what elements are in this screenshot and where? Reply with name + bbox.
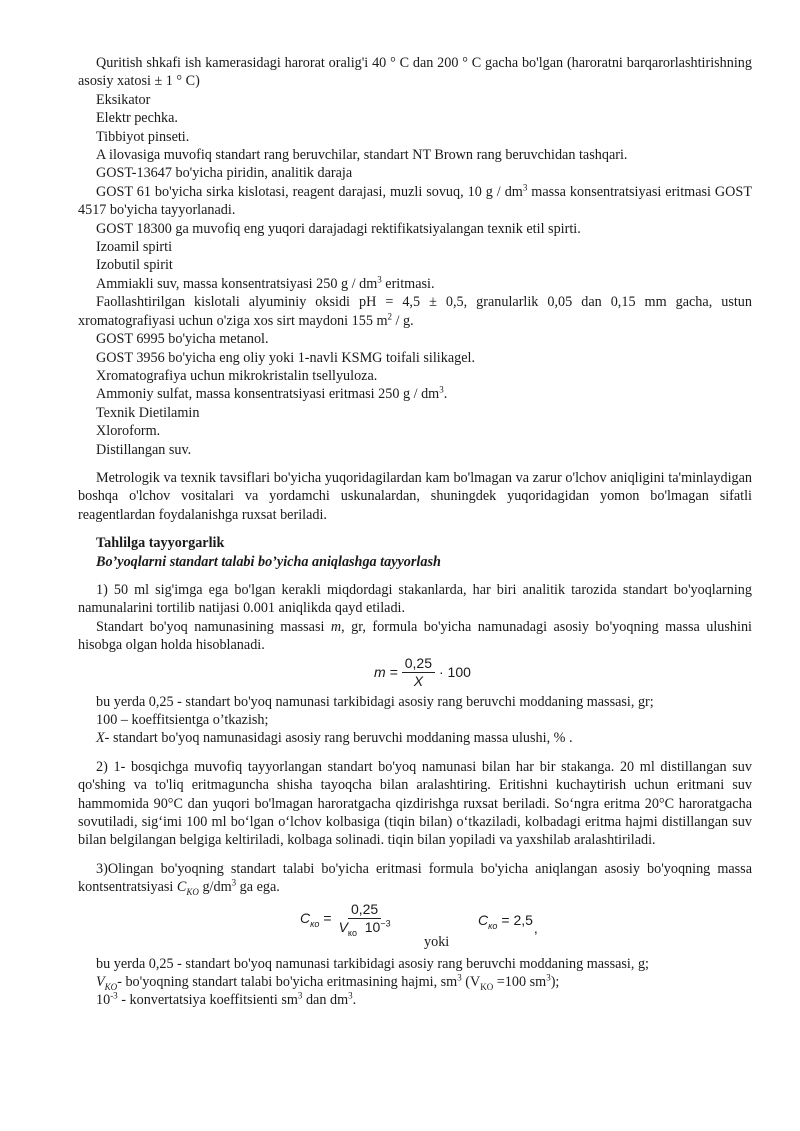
formula-numerator: 0,25 — [402, 655, 435, 673]
list-item: Izobutil spirit — [96, 257, 173, 274]
formula-rhs: · 100 — [438, 663, 471, 680]
list-item: Xloroform. — [96, 423, 161, 440]
formula-or: yoki — [424, 933, 450, 950]
formula-numerator: 0,25 — [348, 901, 381, 919]
list-item: Distillangan suv. — [96, 441, 192, 458]
where-line: $10^{-3}$ - konvertatsiya koeffitsienti $sm^3$ dan $dm^3$. — [96, 990, 357, 1009]
list-item-ammonium-sulfate: Ammoniy sulfat, massa konsentratsiyasi eritmasi 250 g / $dm^3$. — [96, 384, 448, 403]
list-item: Xromatografiya uchun mikrokristalin tsellyuloza. — [96, 367, 378, 384]
formula-denominator: $V_{ко}$ $10^{-3}$ — [338, 918, 391, 938]
formula-concentration — [78, 897, 752, 955]
formula-lhs: $C_{ко}$ — [300, 909, 320, 929]
list-item: Texnik Dietilamin — [96, 404, 200, 421]
step1-paragraph: 1) 50 ml sig'imga ega bo'lgan kerakli miqdordagi stakanlarda, har biri analitik tarozida standart bo'yoqlarning namunalarini tortilib natijasi 0.001 aniqlikda qayd etiladi. — [78, 581, 752, 617]
equipment-drying-oven: Quritish shkafi ish kamerasidagi harorat oralig'i 40 ° C dan 200 ° C gacha bo'lgan (haroratni barqarorlashtirishning asosiy xatosi ± 1 ° C) — [78, 55, 752, 90]
step3-paragraph: 3)Olingan bo'yoqning standart talabi bo'yicha eritmasi formula bo'yicha aniqlangan asosiy bo'yoqning massa kontsentratsiyasi $C_{KO}$ $g/dm^3$ ga ega. — [78, 860, 752, 898]
list-item: GOST 18300 ga muvofiq eng yuqori darajadagi rektifikatsiyalangan texnik etil spirti. — [96, 220, 581, 237]
list-item: GOST-13647 bo'yicha piridin, analitik daraja — [96, 165, 353, 182]
list-item: GOST 6995 bo'yicha metanol. — [96, 331, 269, 348]
formula-mass — [78, 655, 752, 693]
where-line: X- standart bo'yoq namunasidagi asosiy rang beruvchi moddaning massa ulushi, % . — [96, 730, 573, 747]
list-item-ammonia: Ammiakli suv, massa konsentratsiyasi 250 g / $dm^3$ eritmasi. — [96, 274, 435, 292]
where-line: $V_{KO}-$ bo'yoqning standart talabi bo'yicha eritmasining hajmi, $sm^3$ ($V_{KO} =100$ $sm^3$); — [96, 972, 560, 992]
step1-mass-paragraph: Standart bo'yoq namunasining massasi m, gr, formula bo'yicha namunadagi asosiy bo'yoqning massa ulushini hisobga olgan holda hisoblanadi. — [78, 618, 752, 654]
metrology-paragraph: Metrologik va texnik tavsiflari bo'yicha yuqoridagilardan kam bo'lmagan va zarur o'lchov aniqligini ta'minlaydigan boshqa o'lchov vositalari va yordamchi uskunalardan, shuningdek yuqoridagidan yomon bo'lmagan sifatli reagentlardan foydalanishga ruxsat beriladi. — [78, 469, 752, 523]
document-page — [78, 54, 752, 1010]
where-line: 100 – koeffitsientga o’tkazish; — [96, 712, 269, 728]
step2-paragraph: 2) 1- bosqichga muvofiq tayyorlangan standart bo'yoq namunasi bilan har bir stakanga. 20 ml distillangan suv qo'shing va to'liq eritmaguncha shisha tayoqcha bilan aralashtiring. Eritishni kuchaytirish uchun eritmani suv hammomida 90°C dan yuqori bo'lmagan haroratgacha qizdirishga ruxsat beriladi. So‘ngra eritma 20°C haroratgacha sovutiladi, sig‘imi 100 ml bo‘lgan o‘lchov kolbasiga (tiqin bilan) o‘tkaziladi, kolbadagi eritma hajmi distillangan suv bilan belgilangan belgiga keltiriladi, kolbaga solinadi. tiqin bilan yopiladi va yaxshilab aralashtiriladi. — [78, 758, 752, 849]
formula-equals: = — [323, 909, 332, 926]
list-item-acetic-acid: GOST 61 bo'yicha sirka kislotasi, reagent darajasi, muzli sovuq, 10 g / $dm^3$ massa konsentratsiyasi eritmasi GOST 4517 bo'yicha tayyorlanadi. — [78, 182, 752, 219]
formula-denominator: X — [413, 672, 424, 689]
list-item: Elektr pechka. — [96, 110, 178, 127]
list-item: A ilovasiga muvofiq standart rang beruvchilar, standart NT Brown rang beruvchidan tashqari. — [96, 147, 628, 164]
formula-alt-value: = 2,5 — [501, 911, 533, 928]
list-item: Izoamil spirti — [96, 239, 173, 256]
where-line: bu yerda 0,25 - standart bo'yoq namunasi tarkibidagi asosiy rang beruvchi moddaning massasi, gr; — [96, 693, 654, 710]
list-item: Tibbiyot pinseti. — [96, 128, 190, 145]
list-item: Eksikator — [96, 91, 151, 108]
formula-comma: , — [533, 919, 538, 936]
list-item-alumina: Faollashtirilgan kislotali alyuminiy oksidi pH = 4,5 ± 0,5, granularlik 0,05 dan 0,15 mm gacha, ustun xromatografiyasi uchun o'ziga xos sirt maydoni 155 $m^2$ / g. — [78, 294, 752, 329]
where-line: bu yerda 0,25 - standart bo'yoq namunasi tarkibidagi asosiy rang beruvchi moddaning massasi, g; — [96, 955, 649, 972]
list-item: GOST 3956 bo'yicha eng oliy yoki 1-navli KSMG toifali silikagel. — [96, 349, 476, 366]
section-subheading: Bo’yoqlarni standart talabi bo’yicha aniqlashga tayyorlash — [96, 553, 441, 570]
section-heading: Tahlilga tayyorgarlik — [96, 535, 225, 552]
formula-alt-lhs: $C_{ко}$ — [478, 911, 498, 931]
formula-lhs: m = — [374, 663, 398, 680]
